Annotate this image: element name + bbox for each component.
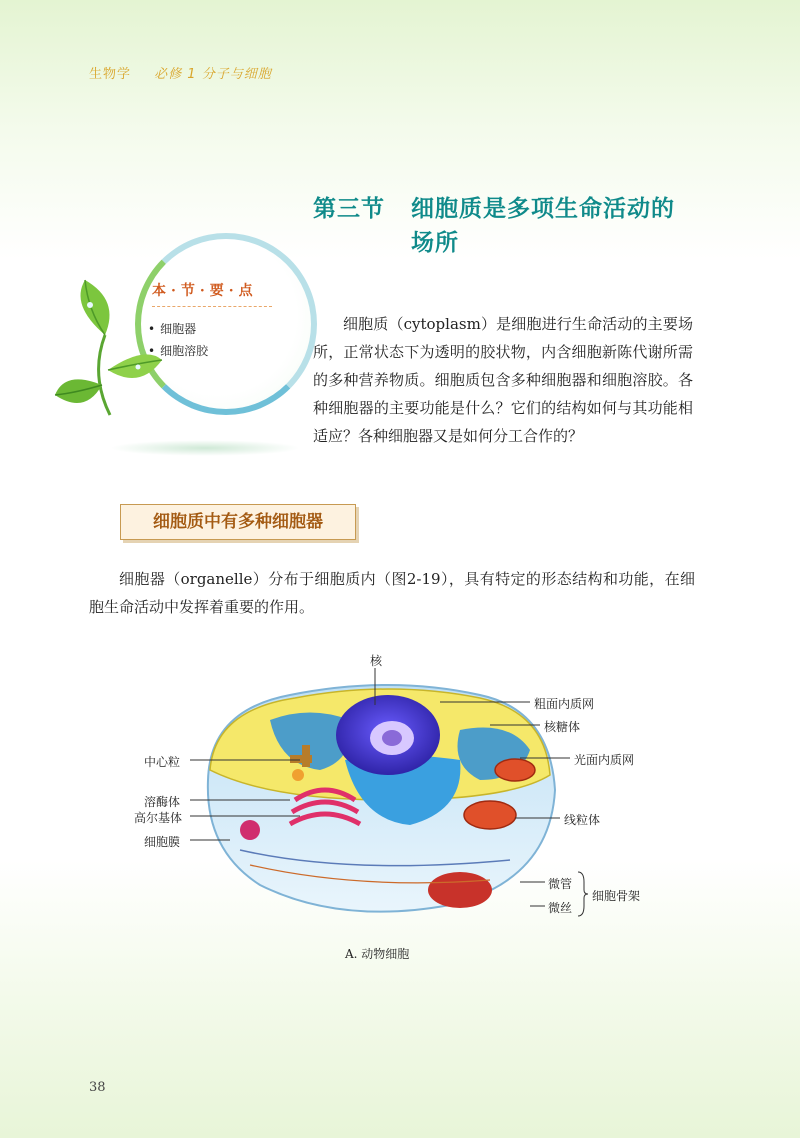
- header-book: 必修 1 分子与细胞: [154, 67, 272, 82]
- label-microfilament: 微丝: [548, 901, 573, 915]
- label-lysosome: 溶酶体: [144, 795, 181, 809]
- label-nucleus: 核: [370, 654, 383, 668]
- header-subject: 生物学: [89, 67, 132, 82]
- intro-paragraph: 细胞质（cytoplasm）是细胞进行生命活动的主要场所，正常状态下为透明的胶状物，内含细胞新陈代谢所需的多种营养物质。细胞质包含多种细胞器和细胞溶胶。各种细胞器的主要功能是什么？它们的结构如何与其功能相适应？各种细胞器又是如何分工合作的？: [313, 315, 693, 445]
- label-microtubule: 微管: [548, 877, 573, 891]
- panel-shadow: [110, 440, 300, 456]
- label-rough-er: 粗面内质网: [534, 697, 595, 711]
- key-points-panel: [40, 225, 300, 465]
- section-title: [313, 192, 733, 260]
- key-points-title: 本·节·要·点: [152, 280, 272, 307]
- label-smooth-er: 光面内质网: [574, 753, 635, 767]
- animal-cell-figure: [130, 650, 670, 950]
- label-mitochondria: 线粒体: [564, 813, 601, 827]
- section-title-line1: 细胞质是多项生命活动的: [411, 195, 675, 222]
- body-paragraph: 细胞器（organelle）分布于细胞质内（图2-19），具有特定的形态结构和功能，在细胞生命活动中发挥着重要的作用。: [89, 570, 695, 616]
- page-number: 38: [89, 1080, 106, 1095]
- label-membrane: 细胞膜: [144, 835, 181, 849]
- section-number: 第三节: [313, 195, 385, 222]
- label-golgi: 高尔基体: [134, 811, 183, 825]
- label-centriole: 中心粒: [144, 755, 181, 769]
- key-point-item: • 细胞器: [148, 318, 208, 340]
- label-ribosome: 核糖体: [544, 720, 581, 734]
- figure-caption: A. 动物细胞: [345, 947, 410, 961]
- subsection-heading-box: [120, 504, 356, 540]
- label-cytoskeleton: 细胞骨架: [592, 889, 641, 903]
- section-title-line2: 场所: [411, 229, 459, 256]
- key-point-item: • 细胞溶胶: [148, 340, 208, 362]
- subsection-title: 细胞质中有多种细胞器: [153, 512, 323, 532]
- key-points-list: [148, 318, 208, 362]
- running-header: [89, 63, 272, 82]
